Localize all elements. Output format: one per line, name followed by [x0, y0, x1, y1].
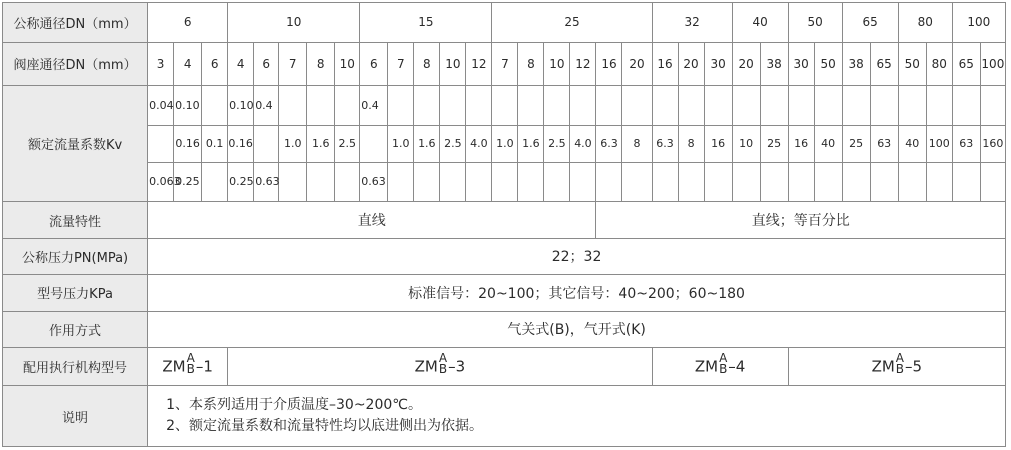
kv-cell: 1.6 — [307, 125, 335, 162]
kv-cell: 0.10 — [228, 85, 254, 125]
kv-cell: 16 — [704, 125, 732, 162]
model-prefix: ZM — [871, 357, 895, 376]
action-row — [3, 311, 1006, 348]
kv-cell — [788, 85, 814, 125]
nominal-dn-label: 公称通径DN（mm） — [3, 3, 148, 43]
kv-cell — [870, 162, 898, 202]
remark-line: 2、额定流量系数和流量特性均以底进侧出为依据。 — [166, 418, 484, 435]
seat-dn-cell: 30 — [704, 42, 732, 85]
seat-dn-cell: 65 — [870, 42, 898, 85]
seat-dn-cell: 8 — [414, 42, 440, 85]
kv-cell — [952, 85, 980, 125]
kv-cell: 1.6 — [414, 125, 440, 162]
kv-cell — [596, 162, 622, 202]
kv-cell: 40 — [814, 125, 842, 162]
kv-cell — [414, 162, 440, 202]
kv-cell: 40 — [898, 125, 926, 162]
kv-cell — [335, 85, 360, 125]
kv-cell: 1.0 — [492, 125, 518, 162]
spec-table — [2, 2, 1006, 447]
kv-cell — [388, 85, 414, 125]
kv-cell: 0.1 — [202, 125, 228, 162]
seat-dn-cell: 16 — [652, 42, 678, 85]
kv-row — [3, 162, 1006, 202]
kv-cell: 1.0 — [279, 125, 307, 162]
kv-cell: 160 — [980, 125, 1005, 162]
kv-cell — [732, 85, 760, 125]
seat-dn-cell: 4 — [228, 42, 254, 85]
kv-cell — [622, 85, 652, 125]
kv-cell: 4.0 — [466, 125, 492, 162]
seat-dn-cell: 12 — [570, 42, 596, 85]
kv-cell — [760, 85, 788, 125]
kv-cell — [202, 85, 228, 125]
model-b: B — [719, 361, 728, 376]
kv-cell — [678, 85, 704, 125]
kv-cell — [898, 85, 926, 125]
kv-cell: 0.63 — [360, 162, 388, 202]
kv-cell — [788, 162, 814, 202]
kv-cell — [148, 125, 174, 162]
remarks-label: 说明 — [3, 386, 148, 447]
kv-cell — [842, 162, 870, 202]
remarks-text — [148, 386, 1006, 447]
kv-cell — [466, 162, 492, 202]
model-prefix: ZM — [414, 357, 438, 376]
seat-dn-label: 阀座通径DN（mm） — [3, 42, 148, 85]
kv-cell — [440, 85, 466, 125]
kv-cell — [492, 85, 518, 125]
seat-dn-cell: 7 — [492, 42, 518, 85]
kv-cell: 63 — [870, 125, 898, 162]
seat-dn-cell: 38 — [842, 42, 870, 85]
seat-dn-cell: 6 — [254, 42, 279, 85]
seat-dn-cell: 20 — [622, 42, 652, 85]
kv-cell — [440, 162, 466, 202]
model-b: B — [895, 361, 905, 376]
kv-cell: 10 — [732, 125, 760, 162]
seat-dn-cell: 30 — [788, 42, 814, 85]
kv-cell — [518, 85, 544, 125]
kv-cell — [814, 162, 842, 202]
pn-label: 公称压力PN(MPa) — [3, 239, 148, 275]
seat-dn-cell: 10 — [544, 42, 570, 85]
flow-char-linear: 直线 — [148, 202, 596, 239]
pn-row — [3, 239, 1006, 275]
kv-cell — [254, 125, 279, 162]
action-value: 气关式(B)，气开式(K) — [148, 311, 1006, 348]
model-suffix: –1 — [195, 357, 213, 376]
model-a: A — [438, 350, 448, 365]
kv-cell — [492, 162, 518, 202]
model-a: A — [895, 350, 904, 365]
actuator-label: 配用执行机构型号 — [3, 348, 148, 386]
model-suffix: –3 — [448, 357, 466, 376]
kv-cell — [307, 85, 335, 125]
kv-cell — [980, 85, 1005, 125]
actuator-model — [228, 348, 652, 386]
kv-cell: 4.0 — [570, 125, 596, 162]
kv-cell: 63 — [952, 125, 980, 162]
actuator-model — [788, 348, 1005, 386]
signal-label: 型号压力KPa — [3, 274, 148, 311]
kv-cell — [360, 125, 388, 162]
kv-cell — [388, 162, 414, 202]
kv-cell — [870, 85, 898, 125]
flow-char-row — [3, 202, 1006, 239]
seat-dn-cell: 20 — [732, 42, 760, 85]
seat-dn-cell: 6 — [202, 42, 228, 85]
kv-row — [3, 125, 1006, 162]
model-suffix: –4 — [728, 357, 746, 376]
kv-cell: 25 — [842, 125, 870, 162]
kv-cell — [980, 162, 1005, 202]
kv-cell: 1.0 — [388, 125, 414, 162]
kv-cell — [544, 85, 570, 125]
seat-dn-cell: 7 — [388, 42, 414, 85]
kv-cell: 2.5 — [335, 125, 360, 162]
kv-cell: 0.4 — [254, 85, 279, 125]
nominal-dn-cell: 100 — [952, 3, 1005, 43]
model-a: A — [719, 350, 728, 365]
kv-cell: 8 — [678, 125, 704, 162]
kv-cell — [279, 85, 307, 125]
kv-cell — [518, 162, 544, 202]
signal-row — [3, 274, 1006, 311]
kv-cell: 0.16 — [228, 125, 254, 162]
signal-value: 标准信号：20~100；其它信号：40~200；60~180 — [148, 274, 1006, 311]
kv-cell: 16 — [788, 125, 814, 162]
kv-cell: 25 — [760, 125, 788, 162]
model-b: B — [438, 361, 448, 376]
kv-cell: 0.25 — [228, 162, 254, 202]
action-label: 作用方式 — [3, 311, 148, 348]
kv-cell: 0.16 — [174, 125, 202, 162]
kv-cell: 0.04 — [148, 85, 174, 125]
kv-cell — [570, 162, 596, 202]
kv-cell — [704, 85, 732, 125]
remark-line: 1、本系列适用于介质温度–30~200℃。 — [166, 397, 423, 414]
kv-cell: 2.5 — [440, 125, 466, 162]
kv-cell: 6.3 — [652, 125, 678, 162]
kv-cell — [279, 162, 307, 202]
nominal-dn-cell: 50 — [788, 3, 842, 43]
actuator-row — [3, 348, 1006, 386]
kv-cell — [652, 85, 678, 125]
kv-cell — [842, 85, 870, 125]
kv-cell: 0.4 — [360, 85, 388, 125]
seat-dn-row — [3, 42, 1006, 85]
kv-cell — [760, 162, 788, 202]
kv-cell — [544, 162, 570, 202]
kv-cell: 100 — [926, 125, 952, 162]
model-suffix: –5 — [905, 357, 923, 376]
seat-dn-cell: 10 — [335, 42, 360, 85]
seat-dn-cell: 12 — [466, 42, 492, 85]
kv-cell — [952, 162, 980, 202]
kv-cell — [307, 162, 335, 202]
seat-dn-cell: 50 — [898, 42, 926, 85]
kv-cell — [414, 85, 440, 125]
kv-cell — [678, 162, 704, 202]
nominal-dn-cell: 32 — [652, 3, 732, 43]
seat-dn-cell: 7 — [279, 42, 307, 85]
seat-dn-cell: 16 — [596, 42, 622, 85]
kv-row — [3, 85, 1006, 125]
model-prefix: ZM — [162, 357, 186, 376]
kv-cell: 0.063 — [148, 162, 174, 202]
nominal-dn-cell: 40 — [732, 3, 788, 43]
kv-cell — [570, 85, 596, 125]
kv-cell — [202, 162, 228, 202]
model-a: A — [186, 350, 195, 365]
seat-dn-cell: 100 — [980, 42, 1005, 85]
model-prefix: ZM — [694, 357, 719, 376]
kv-cell: 6.3 — [596, 125, 622, 162]
seat-dn-cell: 8 — [307, 42, 335, 85]
seat-dn-cell: 10 — [440, 42, 466, 85]
seat-dn-cell: 8 — [518, 42, 544, 85]
seat-dn-cell: 3 — [148, 42, 174, 85]
remarks-row — [3, 386, 1006, 447]
seat-dn-cell: 65 — [952, 42, 980, 85]
kv-cell — [926, 85, 952, 125]
seat-dn-cell: 20 — [678, 42, 704, 85]
seat-dn-cell: 4 — [174, 42, 202, 85]
kv-cell — [335, 162, 360, 202]
kv-cell: 0.63 — [254, 162, 279, 202]
kv-label: 额定流量系数Kv — [3, 85, 148, 201]
kv-cell — [704, 162, 732, 202]
kv-cell — [732, 162, 760, 202]
seat-dn-cell: 38 — [760, 42, 788, 85]
seat-dn-cell: 80 — [926, 42, 952, 85]
kv-cell — [466, 85, 492, 125]
nominal-dn-row — [3, 3, 1006, 43]
nominal-dn-cell: 25 — [492, 3, 652, 43]
kv-cell — [898, 162, 926, 202]
actuator-model — [652, 348, 788, 386]
kv-cell: 1.6 — [518, 125, 544, 162]
flow-char-equal-pct: 直线；等百分比 — [596, 202, 1006, 239]
kv-cell: 0.10 — [174, 85, 202, 125]
kv-cell: 0.25 — [174, 162, 202, 202]
nominal-dn-cell: 80 — [898, 3, 952, 43]
nominal-dn-cell: 15 — [360, 3, 492, 43]
kv-cell — [596, 85, 622, 125]
actuator-model — [148, 348, 228, 386]
model-b: B — [186, 361, 195, 376]
pn-value: 22；32 — [148, 239, 1006, 275]
kv-cell: 8 — [622, 125, 652, 162]
seat-dn-cell: 6 — [360, 42, 388, 85]
kv-cell — [652, 162, 678, 202]
nominal-dn-cell: 6 — [148, 3, 228, 43]
flow-char-label: 流量特性 — [3, 202, 148, 239]
kv-cell — [622, 162, 652, 202]
nominal-dn-cell: 10 — [228, 3, 360, 43]
kv-cell: 2.5 — [544, 125, 570, 162]
kv-cell — [814, 85, 842, 125]
kv-cell — [926, 162, 952, 202]
nominal-dn-cell: 65 — [842, 3, 898, 43]
seat-dn-cell: 50 — [814, 42, 842, 85]
